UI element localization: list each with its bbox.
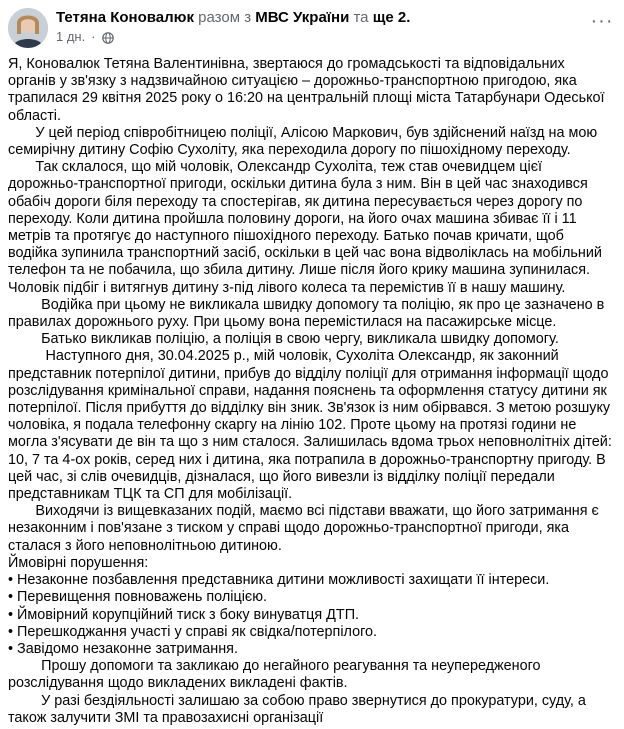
post-header (8, 8, 616, 48)
coauthor-mvs[interactable]: МВС України (255, 9, 350, 26)
and-word: та (353, 9, 369, 26)
coauthors-others[interactable]: ще 2. (372, 9, 411, 26)
violation-item: • Незаконне позбавлення представника дитини можливості захищати її інтереси. (8, 572, 550, 589)
post-time-line (56, 28, 576, 46)
post-paragraph: Я, Коновалюк Тетяна Валентинівна, звертаюся до громадськості та відповідальних органів у зв'язку з надзвичайною ситуацією – дорожньо-транспортною пригодою, яка трапилася 29 квітня 2025 року о 16:20 на центральній площі міста Татарбунари Одеської області. (8, 56, 605, 124)
violation-item: • Перешкоджання участі у справі як свідка/потерпілого. (8, 623, 378, 640)
post-paragraph: У разі бездіяльності залишаю за собою право звернутися до прокуратури, суду, а також залучити ЗМІ та правозахисні організації (8, 692, 586, 726)
post-text (8, 56, 616, 727)
post-paragraph: Батько викликав поліцію, а поліція в свою чергу, викликала швидку допомогу. (41, 331, 559, 348)
post-authors-line (56, 8, 576, 28)
post-meta (56, 8, 576, 46)
violation-item: • Перевищення повноважень поліцією. (8, 589, 268, 606)
post-paragraph: У цей період співробітницею поліції, Алісою Маркович, був здійснений наїзд на мою семирічну дитину Софію Сухоліту, яка переходила дорогу по пішохідному переходу. (8, 124, 598, 159)
separator-dot: · (91, 29, 96, 44)
more-options-icon[interactable]: ··· (590, 10, 614, 32)
post-paragraph: Виходячи із вищевказаних подій, маємо всі підстави вважати, що його затримання є незаконним і пов'язане з тиском у справі щодо дорожньо-транспортної пригоди, яка сталася з його неповнолітньою дитиною. (8, 503, 599, 554)
post-paragraph: Так склалося, що мій чоловік, Олександр Сухоліта, теж став очевидцем цієї дорожньо-транспортної пригоди, оскільки дитина була з ним. Він в цей час знаходився обабіч дороги біля переходу та спостерігав, як дитина пересувається через дорогу по переходу. Коли дитина пройшла половину дороги, на його очах машина збиває її і 11 метрів та протягує до наступного пішохідного переходу. Батько почав кричати, щоб водійка зупинила транспортний засіб, оскільки в цей час вона відволіклась на мобільний телефон та не побачила, що збила дитину. Лише після його крику машина зупинилася. Чоловік підбіг і витягнув дитину з-під лівого колеса та перемістив її в нашу машину. (8, 159, 602, 296)
with-word: разом з (198, 9, 252, 26)
post-paragraph: Прошу допомоги та закликаю до негайного реагування та неупередженого розслідування щодо викладених викладені фактів. (8, 658, 541, 692)
avatar-image (8, 8, 48, 48)
violation-item: • Ймовірний корупційний тиск з боку винуватця ДТП. (8, 606, 360, 623)
author-avatar[interactable] (8, 8, 48, 48)
author-name[interactable]: Тетяна Коновалюк (56, 9, 194, 26)
violations-heading: Ймовірні порушення: (8, 554, 149, 571)
post-timestamp[interactable]: 1 дн. (56, 29, 86, 44)
globe-icon[interactable] (102, 31, 114, 43)
post-paragraph: Наступного дня, 30.04.2025 р., мій чоловік, Сухоліта Олександр, як законний представник потерпілої дитини, прибув до відділу поліції для отримання інформації щодо розслідування кримінальної справи, надання пояснень та оформлення статусу дитини як потерпілої. Після прибуття до відділку він зник. Зв'язок із ним обірвався. З метою розшуку чоловіка, я подала телефонну скаргу на лінію 102. Проте цьому на протязі години не могла з'ясувати де він та що з ним сталося. Залишилась вдома трьох неповнолітніх дітей: 10, 7 та 4-ох років, серед них і дитина, яка потрапила в дорожньо-транспортну пригоду. В цей час, зі слів очевидців, дізналася, що його вивезли із відділку поліції передали представникам ТЦК та СП для мобілізації. (8, 348, 612, 503)
post-paragraph: Водійка при цьому не викликала швидку допомогу та поліцію, як про це зазначено в правилах дорожнього руху. При цьому вона перемістилася на пасажирське місце. (8, 296, 605, 331)
violation-item: • Завідомо незаконне затримання. (8, 640, 238, 657)
